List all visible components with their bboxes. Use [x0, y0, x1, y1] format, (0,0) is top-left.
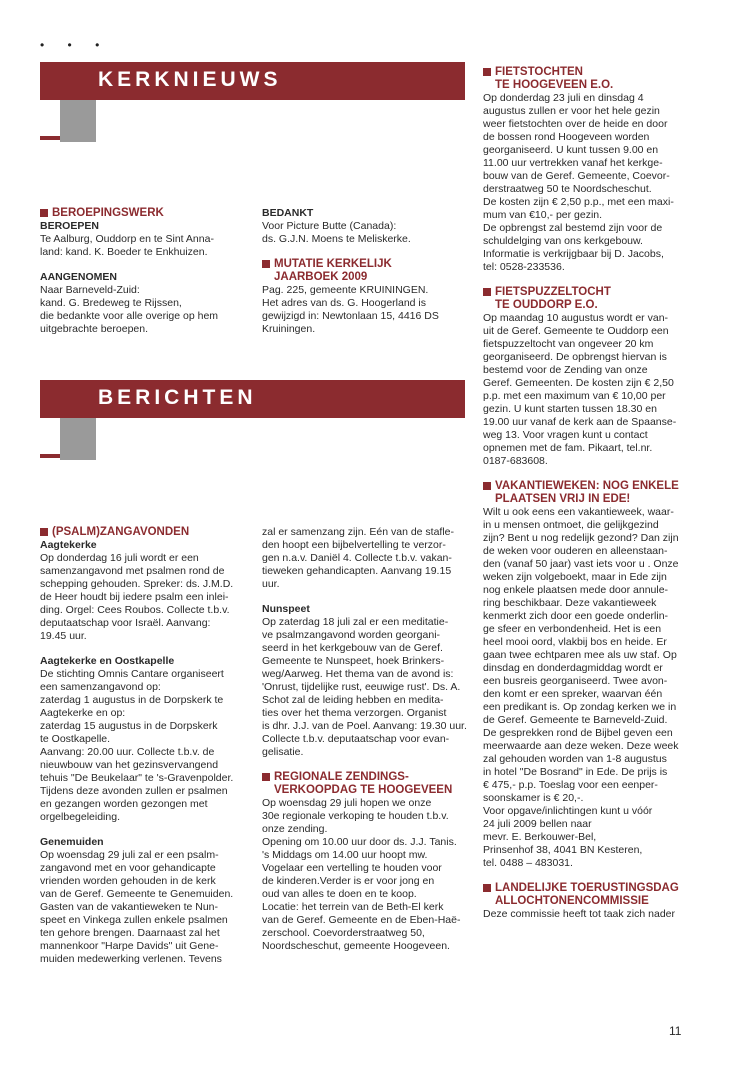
text-line: Op woensdag 29 juli hopen we onze	[262, 797, 432, 809]
text-line: zijn? Bent u nog redelijk gezond? Dan zijn	[483, 532, 679, 544]
text-line: een samenzangavond op:	[40, 681, 161, 693]
text-line: onze zending.	[262, 823, 328, 835]
text-line: een predikant is. Op zondag kerken we in	[483, 701, 677, 713]
text-line: mum van €10,- per gezin.	[483, 209, 603, 221]
text-line: Op zaterdag 18 juli zal er een meditatie-	[262, 616, 449, 628]
beroepingswerk-heading: BEROEPINGSWERK	[40, 207, 250, 220]
aagtekerke-label: Aagtekerke	[40, 539, 97, 551]
beroepen-line: Te Aalburg, Ouddorp en te Sint Anna-	[40, 233, 214, 245]
text-line: nog enkele plaatsen mede door annule-	[483, 584, 669, 596]
text-line: Prinsenhof 38, 4041 BN Kesteren,	[483, 844, 643, 856]
fietspuzzel-heading: FIETSPUZZELTOCHT	[483, 286, 690, 299]
berichten-banner-tick	[40, 454, 60, 458]
kerknieuws-banner-tick	[40, 136, 60, 140]
regionale-heading: REGIONALE ZENDINGS-	[262, 771, 467, 784]
mutatie-line: Kruiningen.	[262, 323, 316, 335]
text-line: zal er samenzang zijn. Eén van de stafle-	[262, 526, 455, 538]
mutatie-line: Het adres van ds. G. Hoogerland is	[262, 297, 427, 309]
text-line: gezin. U kunt starten tussen 18.30 en	[483, 403, 657, 415]
toerusting-heading-line2: ALLOCHTONENCOMMISSIE	[495, 895, 649, 907]
text-line: € 475,- p.p. Toeslag voor een eenper-	[483, 779, 658, 791]
text-line: ve psalmzangavond worden georgani-	[262, 629, 441, 641]
text-line: tieweken gehandicapten. Aanvang 19.15	[262, 565, 452, 577]
text-line: Op donderdag 23 juli en dinsdag 4	[483, 92, 644, 104]
text-line: 's Middags om 14.00 uur hoopt mw.	[262, 849, 428, 861]
berichten-col2	[262, 526, 467, 953]
text-line: 0187-683608.	[483, 455, 548, 467]
text-line: tehuis "De Beukelaar" te 's-Gravenpolder.	[40, 772, 234, 784]
text-line: 24 juli 2009 bellen naar	[483, 818, 592, 830]
text-line: Op donderdag 16 juli wordt er een	[40, 552, 199, 564]
text-line: zaterdag 15 augustus in de Dorpskerk	[40, 720, 218, 732]
text-line: Wilt u ook eens een vakantieweek, waar-	[483, 506, 674, 518]
fietstochten-heading: FIETSTOCHTEN	[483, 66, 690, 79]
text-line: tel. 0488 – 483031.	[483, 857, 573, 869]
text-line: te Oostkapelle.	[40, 733, 111, 745]
page-number: 11	[669, 1024, 682, 1038]
text-line: zerschool. Coevorderstraatweg 50,	[262, 927, 425, 939]
text-line: heel mooi oord, vlakbij bos en heide. Er	[483, 636, 667, 648]
right-column	[483, 66, 690, 921]
text-line: derstraatweg 50 te Noordscheschut.	[483, 183, 652, 195]
text-line: een busreis georganiseerd. Twee avon-	[483, 675, 668, 687]
mutatie-line: gewijzigd in: Newtonlaan 15, 4416 DS	[262, 310, 439, 322]
aagtekerke-text	[40, 552, 250, 643]
aangenomen-line: die bedankte voor alle overige op hem	[40, 310, 219, 322]
text-line: meerwaarde aan deze weken. Deze week	[483, 740, 679, 752]
text-line: Gemeente te Nunspeet, hoek Brinkers-	[262, 655, 445, 667]
text-line: Opening om 10.00 uur door ds. J.J. Tanis.	[262, 836, 457, 848]
berichten-title: BERICHTEN	[98, 386, 257, 409]
text-line: Gasten van de vakantieweken te Nun-	[40, 901, 219, 913]
text-line: seerd in het kerkgebouw van de Geref.	[262, 642, 443, 654]
text-line: zangavond met en voor gehandicapte	[40, 862, 216, 874]
text-line: opnemen met de fam. Pikaart, tel.nr.	[483, 442, 653, 454]
text-line: van de Geref. Gemeente te Genemuiden.	[40, 888, 234, 900]
text-line: weg 13. Voor vragen kunt u contact	[483, 429, 648, 441]
text-line: de weken voor ouderen en alleenstaan-	[483, 545, 668, 557]
mutatie-line: Pag. 225, gemeente KRUININGEN.	[262, 284, 429, 296]
berichten-banner	[40, 380, 465, 418]
text-line: oud van alles te doen en te koop.	[262, 888, 417, 900]
aangenomen-line: Naar Barneveld-Zuid:	[40, 284, 140, 296]
bedankt-line: Voor Picture Butte (Canada):	[262, 220, 397, 232]
text-line: De kosten zijn € 2,50 p.p., met een maxi-	[483, 196, 674, 208]
text-line: Tijdens deze avonden zullen er psalmen	[40, 785, 228, 797]
text-line: mannenkoor "Harpe Davids" uit Gene-	[40, 940, 219, 952]
psalm-heading: (PSALM)ZANGAVONDEN	[40, 526, 250, 539]
vakantieweken-heading: VAKANTIEWEKEN: NOG ENKELE	[483, 480, 690, 493]
text-line: fietspuzzeltocht van ongeveer 20 km	[483, 338, 654, 350]
text-line: en gezangen worden gezongen met	[40, 798, 208, 810]
text-line: Noordscheschut, gemeente Hoogeveen.	[262, 940, 450, 952]
text-line: Aagtekerke en op:	[40, 707, 126, 719]
text-line: Voor opgave/inlichtingen kunt u vóór	[483, 805, 653, 817]
text-line: schuldelging van ons kerkgebouw.	[483, 235, 643, 247]
beroepen-line: land: kand. K. Boeder te Enkhuizen.	[40, 246, 208, 258]
text-line: zal gehouden worden van 1-8 augustus	[483, 753, 667, 765]
text-line: weg/Aarweg. Het thema van de avond is:	[262, 668, 454, 680]
text-line: bestemd voor de Zending van onze	[483, 364, 648, 376]
text-line: uit de Geref. Gemeente te Ouddorp een	[483, 325, 669, 337]
text-line: dinsdag en donderdagmiddag wordt er	[483, 662, 663, 674]
text-line: Locatie: het terrein van de Beth-El kerk	[262, 901, 444, 913]
bedankt-label: BEDANKT	[262, 207, 314, 219]
text-line: p.p. met een maximum van € 10,00 per	[483, 390, 666, 402]
text-line: De stichting Omnis Cantare organiseert	[40, 668, 224, 680]
text-line: 11.00 uur vertrekken vanaf het kerkge-	[483, 157, 663, 169]
text-line: de bossen rond Hoogeveen worden	[483, 131, 650, 143]
text-line: speet en Vinkega zullen enkele psalmen	[40, 914, 228, 926]
text-line: zaterdag 1 augustus in de Dorpskerk te	[40, 694, 224, 706]
text-line: schepping gehouden. Spreker: ds. J.M.D.	[40, 578, 234, 590]
text-line: soonskamer is € 20,-.	[483, 792, 584, 804]
text-line: nieuwbouw van het gezinsvervangend	[40, 759, 219, 771]
oostkapelle-label: Aagtekerke en Oostkapelle	[40, 655, 175, 667]
text-line: weer fietstochten over de heide en door	[483, 118, 668, 130]
text-line: den (vanaf 50 jaar) vast iets voor u . Onze	[483, 558, 679, 570]
genemuiden-label: Genemuiden	[40, 836, 104, 848]
beroepingswerk-section	[40, 207, 250, 336]
text-line: Schot zal de leiding hebben en medita-	[262, 694, 444, 706]
text-line: ten gehore brengen. Daarnaast zal het	[40, 927, 220, 939]
mutatie-heading: MUTATIE KERKELIJK	[262, 258, 467, 271]
text-line: Collecte t.b.v. deputaatschap voor evan-	[262, 733, 450, 745]
text-line: den komt er een spreker, waarvan één	[483, 688, 663, 700]
text-line: ring beschikbaar. Deze vakantieweek	[483, 597, 657, 609]
text-line: Geref. Gemeenten. De kosten zijn € 2,50	[483, 377, 674, 389]
text-line: Op woensdag 29 juli zal er een psalm-	[40, 849, 219, 861]
nunspeet-label: Nunspeet	[262, 603, 310, 615]
text-line: de kinderen.Verder is er voor jong en	[262, 875, 435, 887]
text-line: 19.45 uur.	[40, 630, 87, 642]
text-line: Deze commissie heeft tot taak zich nader	[483, 908, 676, 920]
text-line: gelisatie.	[262, 746, 304, 758]
text-line: vrienden worden gehouden in de kerk	[40, 875, 216, 887]
text-line: Op maandag 10 augustus wordt er van-	[483, 312, 669, 324]
text-line: georganiseerd. U kunt tussen 9.00 en	[483, 144, 659, 156]
text-line: ties over het thema verzorgen. Organist	[262, 707, 447, 719]
aangenomen-label: AANGENOMEN	[40, 271, 118, 283]
berichten-banner-square	[60, 418, 96, 460]
text-line: 19.00 uur vanaf de kerk aan de Spaanse-	[483, 416, 677, 428]
text-line: mevr. E. Berkouwer-Bel,	[483, 831, 597, 843]
mutatie-heading-line2: JAARBOEK 2009	[274, 271, 368, 283]
text-line: de Heer houdt bij iedere psalm een inlei-	[40, 591, 229, 603]
text-line: muiden medewerking verlenen. Tevens	[40, 953, 222, 965]
text-line: Informatie is verkrijgbaar bij D. Jacobs,	[483, 248, 664, 260]
text-line: De opbrengst zal bestemd zijn voor de	[483, 222, 663, 234]
bedankt-line: ds. G.J.N. Moens te Meliskerke.	[262, 233, 411, 245]
vakantieweken-heading-line2: PLAATSEN VRIJ IN EDE!	[495, 493, 631, 505]
kerknieuws-banner	[40, 62, 465, 100]
text-line: deputaatschap voor Israël. Aanvang:	[40, 617, 211, 629]
text-line: weken zijn volgeboekt, maar in Ede zijn	[483, 571, 667, 583]
text-line: tel: 0528-233536.	[483, 261, 565, 273]
text-line: Vogelaar een vertelling te houden voor	[262, 862, 442, 874]
kerknieuws-banner-square	[60, 100, 96, 142]
text-line: gaan twee echtparen mee als uw staf. Op	[483, 649, 677, 661]
decorative-dots: • • •	[40, 38, 110, 52]
text-line: gen n.a.v. Daniël 4. Collecte t.b.v. vakan-	[262, 552, 452, 564]
toerusting-heading: LANDELIJKE TOERUSTINGSDAG	[483, 882, 690, 895]
psalmzangavonden-section	[40, 526, 250, 966]
text-line: Aanvang: 20.00 uur. Collecte t.b.v. de	[40, 746, 215, 758]
text-line: bouw van de Geref. Gemeente, Coevor-	[483, 170, 670, 182]
aangenomen-line: uitgebrachte beroepen.	[40, 323, 148, 335]
fietspuzzel-heading-line2: TE OUDDORP E.O.	[495, 299, 598, 311]
text-line: is dhr. J.J. van de Poel. Aanvang: 19.30 uur.	[262, 720, 467, 732]
text-line: samenzangavond met psalmen rond de	[40, 565, 225, 577]
text-line: kenmerkt zich door een goede onderlin-	[483, 610, 669, 622]
fietstochten-heading-line2: TE HOOGEVEEN E.O.	[495, 79, 614, 91]
text-line: 30e regionale verkoping te houden t.b.v.	[262, 810, 449, 822]
text-line: in hotel "De Bosrand" in Ede. De prijs is	[483, 766, 668, 778]
text-line: in u mensen ontmoet, die gelijkgezind	[483, 519, 659, 531]
bedankt-section	[262, 207, 467, 336]
text-line: ding. Orgel: Cees Roubos. Collecte t.b.v.	[40, 604, 230, 616]
aangenomen-line: kand. G. Bredeweg te Rijssen,	[40, 297, 182, 309]
text-line: De gesprekken rond de Bijbel geven een	[483, 727, 673, 739]
text-line: de Geref. Gemeente te Barneveld-Zuid.	[483, 714, 668, 726]
text-line: van de Geref. Gemeente en de Eben-Haë-	[262, 914, 461, 926]
beroepen-label: BEROEPEN	[40, 220, 99, 232]
text-line: 'Onrust, tijdelijke rust, eeuwige rust'. Ds. A.	[262, 681, 461, 693]
regionale-heading-line2: VERKOOPDAG TE HOOGEVEEN	[274, 784, 453, 796]
text-line: augustus zullen er voor het hele gezin	[483, 105, 660, 117]
text-line: georganiseerd. De opbrengst hiervan is	[483, 351, 667, 363]
text-line: den hoopt een bijbelvertelling te verzor-	[262, 539, 446, 551]
text-line: uur.	[262, 578, 280, 590]
text-line: orgelbegeleiding.	[40, 811, 120, 823]
kerknieuws-title: KERKNIEUWS	[98, 68, 282, 91]
text-line: ge sfeer en verbondenheid. Het is een	[483, 623, 662, 635]
